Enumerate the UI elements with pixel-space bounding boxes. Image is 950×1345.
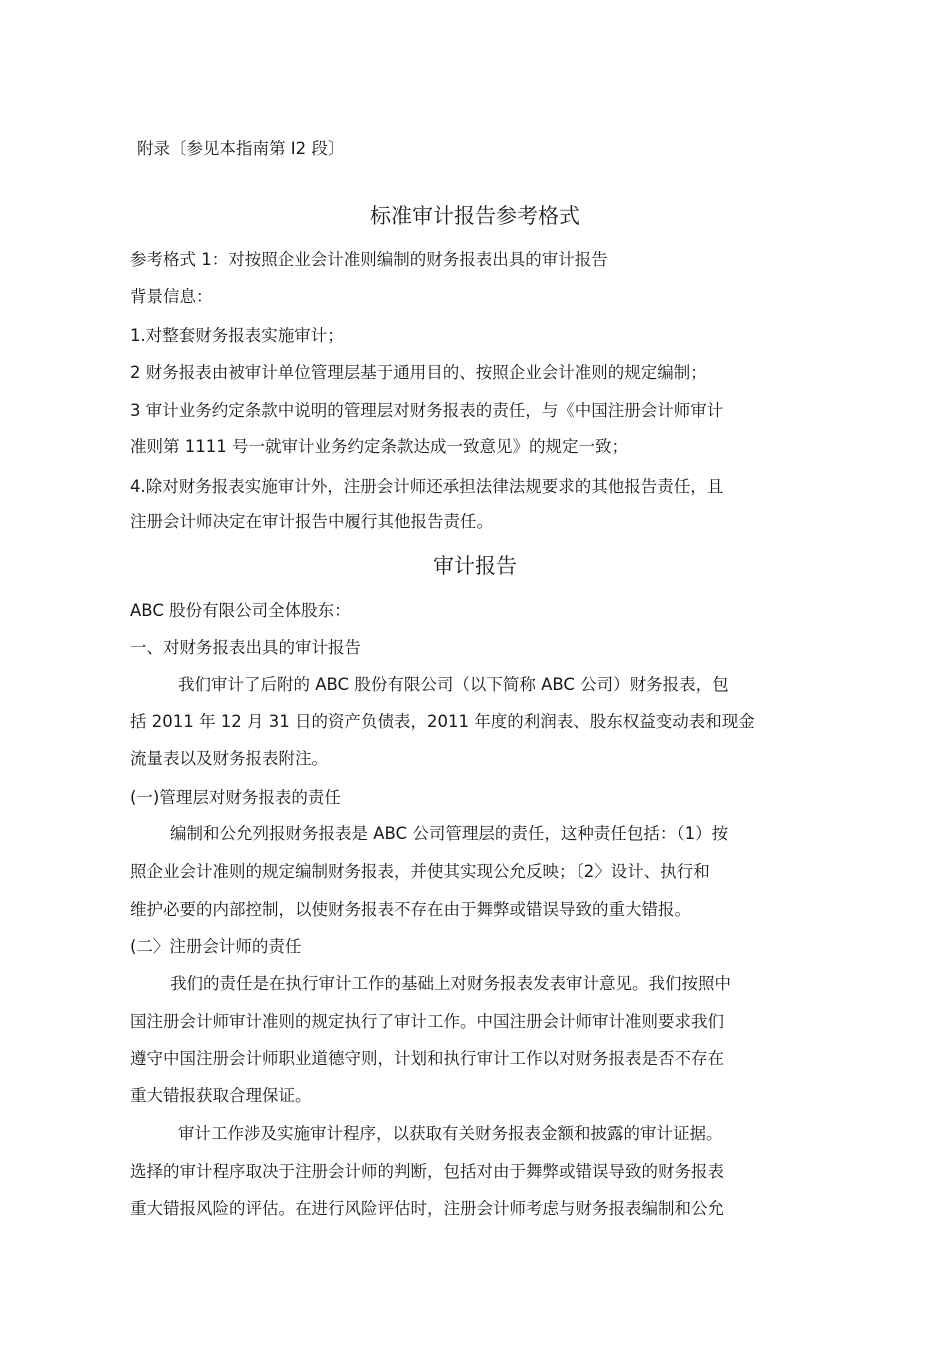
background-item: 1.对整套财务报表实施审计；	[130, 326, 344, 345]
subsection-heading: (二〉注册会计师的责任	[130, 937, 302, 956]
paragraph-line: 重大错报获取合理保证。	[130, 1086, 312, 1105]
appendix-note: 附录〔参见本指南第 I2 段〕	[137, 139, 345, 158]
background-item: 4.除对财务报表实施审计外，注册会计师还承担法律法规要求的其他报告责任，且	[130, 477, 724, 496]
background-item: 2 财务报表由被审计单位管理层基于通用目的、按照企业会计准则的规定编制；	[130, 363, 707, 382]
background-item: 注册会计师决定在审计报告中履行其他报告责任。	[130, 512, 493, 531]
paragraph-line: 审计工作涉及实施审计程序，以获取有关财务报表金额和披露的审计证据。	[178, 1124, 723, 1143]
paragraph-line: 我们审计了后附的 ABC 股份有限公司（以下简称 ABC 公司）财务报表，包	[178, 675, 729, 694]
paragraph-line: 维护必要的内部控制，以使财务报表不存在由于舞弊或错误导致的重大错报。	[130, 900, 691, 919]
background-item: 3 审计业务约定条款中说明的管理层对财务报表的责任，与《中国注册会计师审计	[130, 401, 724, 420]
paragraph-line: 编制和公允列报财务报表是 ABC 公司管理层的责任，这种责任包括：（1）按	[170, 824, 729, 843]
paragraph-line: 选择的审计程序取决于注册会计师的判断，包括对由于舞弊或错误导致的财务报表	[130, 1162, 724, 1181]
addressee: ABC 股份有限公司全体股东：	[130, 601, 351, 620]
paragraph-line: 国注册会计师审计准则的规定执行了审计工作。中国注册会计师审计准则要求我们	[130, 1012, 724, 1031]
paragraph-line: 括 2011 年 12 月 31 日的资产负债表，2011 年度的利润表、股东权益变动表和现金	[130, 712, 755, 731]
paragraph-line: 我们的责任是在执行审计工作的基础上对财务报表发表审计意见。我们按照中	[170, 974, 731, 993]
paragraph-line: 重大错报风险的评估。在进行风险评估时，注册会计师考虑与财务报表编制和公允	[130, 1199, 724, 1218]
report-title: 审计报告	[433, 554, 517, 578]
reference-format-line: 参考格式 1：对按照企业会计准则编制的财务报表出具的审计报告	[130, 250, 608, 269]
paragraph-line: 遵守中国注册会计师职业道德守则，计划和执行审计工作以对财务报表是否不存在	[130, 1049, 724, 1068]
background-item: 准则第 1111 号一就审计业务约定条款达成一致意见》的规定一致；	[130, 437, 628, 456]
paragraph-line: 流量表以及财务报表附注。	[130, 749, 328, 768]
main-title: 标准审计报告参考格式	[370, 204, 580, 228]
background-heading: 背景信息：	[130, 287, 213, 306]
paragraph-line: 照企业会计准则的规定编制财务报表，并使其实现公允反映；〔2〉设计、执行和	[130, 862, 710, 881]
subsection-heading: (一)管理层对财务报表的责任	[130, 788, 341, 807]
section-heading: 一、对财务报表出具的审计报告	[130, 638, 361, 657]
